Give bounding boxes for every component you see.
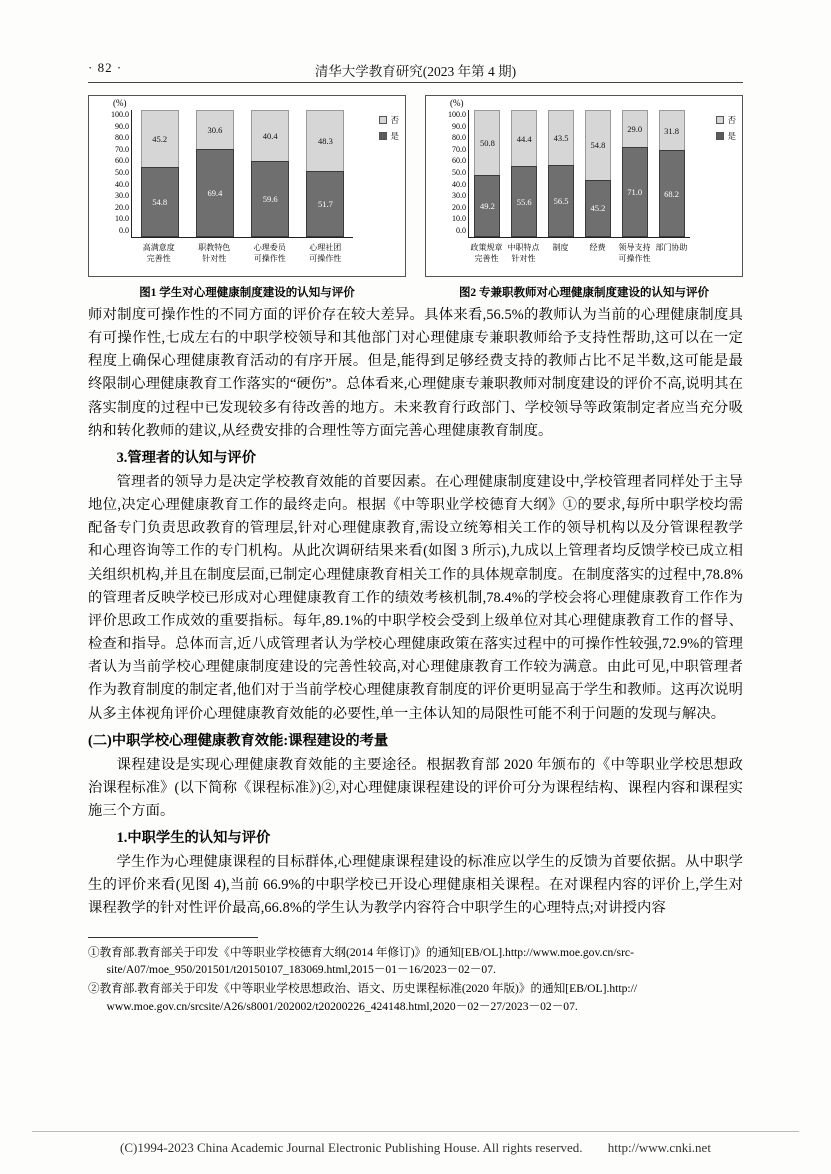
y-tick: 80.0: [452, 133, 466, 143]
figure-2-legend: [716, 114, 736, 146]
y-tick: 40.0: [452, 179, 466, 189]
bar-segment-no: 45.2: [141, 110, 179, 167]
x-axis-label: 制度: [552, 243, 569, 252]
bar-segment-no: 54.8: [585, 110, 611, 180]
bar-segment-no: 44.4: [511, 110, 537, 166]
paragraph-continued: 师对制度可操作性的不同方面的评价存在较大差异。具体来看,56.5%的教师认为当前的心理健康制度具有可操作性,七成左右的中职学校领导和其他部门对心理健康专兼职教师给予支持性帮助,这可以在一定程度上确保心理健康教育活动的有序开展。但是,能得到足够经费支持的教师占比不足半数,这可能是最终限制心理健康教育工作落实的“硬伤”。总体看来,心理健康专兼职教师对制度建设的评价不高,说明其在落实制度的过程中已发现较多有待改善的地方。未来教育行政部门、学校领导等政策制定者应当充分吸纳和转化教师的建议,从经费安排的合理性等方面完善心理健康教育制度。: [88, 307, 743, 439]
cnki-url: http://www.cnki.net: [607, 1140, 711, 1155]
x-axis-label: 部门协助: [655, 243, 688, 252]
y-tick: 20.0: [115, 202, 129, 212]
figure-2-bars: [469, 110, 690, 237]
bar-segment-yes: 59.6: [251, 161, 289, 237]
figure-2: [425, 95, 743, 300]
bar-segment-yes: 68.2: [659, 150, 685, 237]
x-axis-label: 中职特点 针对性: [507, 243, 540, 263]
figure-1-unit-label: (%): [113, 98, 127, 108]
figure-2-plot: [468, 110, 690, 238]
bar-segment-yes: 45.2: [585, 180, 611, 237]
legend-entry-no: [379, 114, 399, 126]
y-tick: 70.0: [115, 144, 129, 154]
figure-1-legend: [379, 114, 399, 146]
stacked-bar: [511, 110, 537, 237]
paragraph-curriculum: 课程建设是实现心理健康教育效能的主要途径。根据教育部 2020 年颁布的《中等职业学校思想政治课程标准》(以下简称《课程标准》)②,对心理健康课程建设的评价可分为课程结构、课程内容和课程实施三个方面。: [88, 756, 743, 819]
journal-title: 清华大学教育研究(2023 年第 4 期): [314, 64, 517, 79]
stacked-bar: [585, 110, 611, 237]
stacked-bar: [251, 110, 289, 237]
legend-label-no: 否: [727, 115, 736, 125]
legend-swatch-no-icon: [716, 116, 724, 124]
bar-segment-no: 40.4: [251, 110, 289, 161]
bar-segment-yes: 49.2: [474, 175, 500, 237]
y-tick: 0.0: [119, 225, 129, 235]
bar-segment-yes: 71.0: [622, 147, 648, 237]
y-tick: 0.0: [456, 225, 466, 235]
figure-2-x-labels: [468, 242, 690, 264]
y-tick: 10.0: [452, 214, 466, 224]
copyright-bar: [32, 1131, 799, 1156]
page-number: · 82 ·: [88, 60, 123, 75]
footnote-2: [88, 980, 743, 1015]
legend-label-no: 否: [390, 115, 399, 125]
legend-swatch-yes-icon: [379, 132, 387, 140]
figure-1-plot: [131, 110, 353, 238]
page-header: [88, 60, 743, 83]
figure-1-chart: [88, 95, 406, 277]
y-tick: 10.0: [115, 214, 129, 224]
stacked-bar: [622, 110, 648, 237]
footnote-2-line-2: www.moe.gov.cn/srcsite/A26/s8001/202002/t20200226_424148.html,2020－02－27/2023－02－07.: [106, 999, 578, 1013]
bar-segment-no: 31.8: [659, 110, 685, 150]
copyright-text: (C)1994-2023 China Academic Journal Electronic Publishing House. All rights reserved.: [120, 1140, 583, 1155]
legend-entry-yes: [716, 130, 736, 142]
y-tick: 100.0: [111, 110, 129, 119]
bar-segment-yes: 55.6: [511, 166, 537, 237]
stacked-bar: [548, 110, 574, 237]
figure-2-caption: 图2 专兼职教师对心理健康制度建设的认知与评价: [458, 287, 710, 299]
bar-segment-yes: 54.8: [141, 167, 179, 237]
figure-1-caption: 图1 学生对心理健康制度建设的认知与评价: [139, 287, 355, 299]
figure-2-unit-label: (%): [450, 98, 464, 108]
legend-label-yes: 是: [727, 131, 736, 141]
legend-swatch-no-icon: [379, 116, 387, 124]
x-axis-label: 领导支持 可操作性: [618, 243, 651, 263]
page-content: [88, 60, 743, 1017]
bar-segment-no: 50.8: [474, 110, 500, 175]
x-axis-label: 政策规章 完善性: [470, 243, 503, 263]
figure-2-chart: [425, 95, 743, 277]
y-tick: 50.0: [452, 167, 466, 177]
stacked-bar: [196, 110, 234, 237]
bar-segment-no: 43.5: [548, 110, 574, 165]
y-tick: 20.0: [452, 202, 466, 212]
y-tick: 60.0: [452, 156, 466, 166]
stacked-bar: [141, 110, 179, 237]
footnote-divider: [88, 937, 258, 938]
section-heading-managers: 3.管理者的认知与评价: [116, 449, 256, 466]
stacked-bar: [474, 110, 500, 237]
y-tick: 40.0: [115, 179, 129, 189]
figure-1-x-labels: [131, 242, 353, 264]
x-axis-label: 职教特色 针对性: [198, 243, 231, 263]
y-tick: 30.0: [115, 191, 129, 201]
footnote-1-line-2: site/A07/moe_950/201501/t20150107_183069.html,2015－01－16/2023－02－07.: [106, 962, 496, 976]
x-axis-label: 心理委员 可操作性: [253, 243, 286, 263]
y-tick: 100.0: [448, 110, 466, 119]
legend-swatch-yes-icon: [716, 132, 724, 140]
figure-1: [88, 95, 406, 300]
y-tick: 60.0: [115, 156, 129, 166]
bar-segment-no: 30.6: [196, 110, 234, 149]
figure-1-bars: [132, 110, 353, 237]
y-tick: 30.0: [452, 191, 466, 201]
stacked-bar: [659, 110, 685, 237]
bar-segment-yes: 69.4: [196, 149, 234, 237]
footnote-2-line-1: ②教育部.教育部关于印发《中等职业学校思想政治、语文、历史课程标准(2020 年版)》的通知[EB/OL].http://: [88, 982, 638, 996]
footnote-1: [88, 944, 743, 979]
section-heading-curriculum: (二)中职学校心理健康教育效能:课程建设的考量: [88, 732, 389, 749]
legend-label-yes: 是: [390, 131, 399, 141]
paragraph-students: 学生作为心理健康课程的目标群体,心理健康课程建设的标准应以学生的反馈为首要依据。从中职学生的评价来看(见图 4),当前 66.9%的中职学校已开设心理健康相关课程。在对课程内容的评价上,学生对课程教学的针对性评价最高,66.8%的学生认为教学内容符合中职学生的心理特点;对讲授内容: [88, 854, 743, 917]
legend-entry-yes: [379, 130, 399, 142]
paragraph-managers: 管理者的领导力是决定学校教育效能的首要因素。在心理健康制度建设中,学校管理者同样处于主导地位,决定心理健康教育工作的最终走向。根据《中等职业学校德育大纲》①的要求,每所中职学校均需配备专门负责思政教育的管理层,针对心理健康教育,需设立统筹相关工作的领导机构以及分管课程教学和心理咨询等工作的专门机构。从此次调研结果来看(如图 3 所示),九成以上管理者均反馈学校已成立相关组织机构,并且在制度层面,已制定心理健康教育相关工作的具体规章制度。在制度落实的过程中,78.8%的管理者反映学校已形成对心理健康教育工作的绩效考核机制,78.4%的学校会将心理健康教育工作作为评价思政工作成效的重要指标。每年,89.1%的中职学校会受到上级单位对其心理健康教育工作的督导、检查和指导。总体而言,近八成管理者认为学校心理健康政策在落实过程中的可操作性较强,72.9%的管理者认为当前学校心理健康制度建设的完善性较高,对心理健康教育工作较为满意。由此可见,中职管理者作为教育制度的制定者,他们对于当前学校心理健康教育制度的评价更明显高于学生和教师。这再次说明从多主体视角评价心理健康教育效能的必要性,单一主体认知的局限性可能不利于问题的发现与解决。: [88, 473, 743, 722]
figure-1-y-axis: [95, 110, 129, 238]
y-tick: 50.0: [115, 167, 129, 177]
stacked-bar: [306, 110, 344, 237]
bar-segment-yes: 56.5: [548, 165, 574, 237]
y-tick: 90.0: [115, 121, 129, 131]
bar-segment-yes: 51.7: [306, 171, 344, 237]
x-axis-label: 经费: [589, 243, 606, 252]
x-axis-label: 高满意度 完善性: [142, 243, 175, 263]
y-tick: 80.0: [115, 133, 129, 143]
footnote-1-line-1: ①教育部.教育部关于印发《中等职业学校德育大纲(2014 年修订)》的通知[EB/OL].http://www.moe.gov.cn/src-: [88, 945, 634, 959]
bar-segment-no: 29.0: [622, 110, 648, 147]
x-axis-label: 心理社团 可操作性: [309, 243, 342, 263]
legend-entry-no: [716, 114, 736, 126]
section-heading-students: 1.中职学生的认知与评价: [116, 830, 271, 847]
figures-row: [88, 95, 743, 300]
y-tick: 70.0: [452, 144, 466, 154]
bar-segment-no: 48.3: [306, 110, 344, 171]
y-tick: 90.0: [452, 121, 466, 131]
figure-2-y-axis: [432, 110, 466, 238]
